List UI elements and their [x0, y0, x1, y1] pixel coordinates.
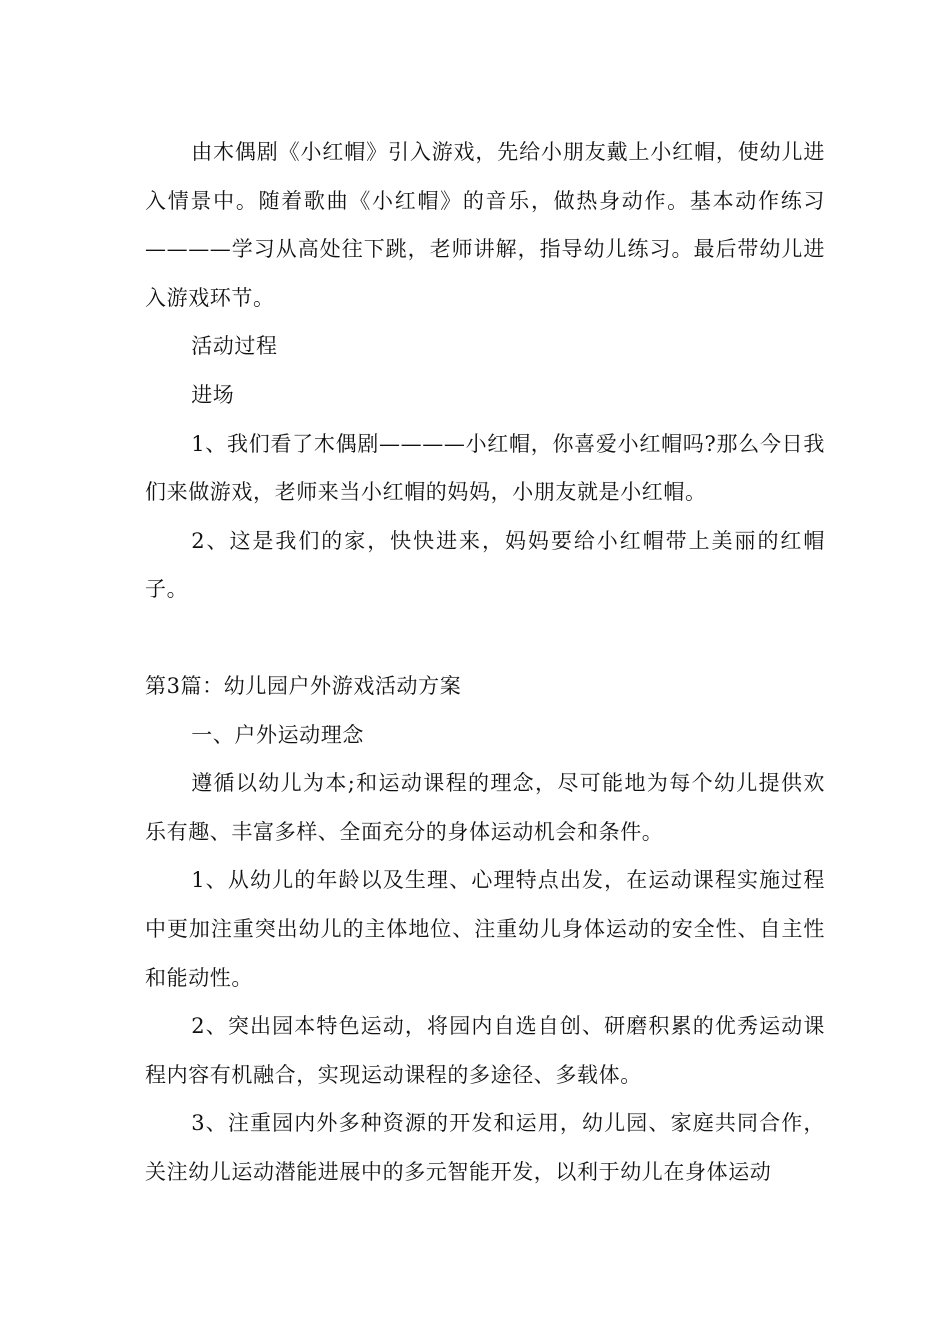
paragraph-step-2: 2、这是我们的家，快快进来，妈妈要给小红帽带上美丽的红帽子。 [145, 528, 825, 602]
document-body [145, 128, 825, 1196]
paragraph-point-1: 1、从幼儿的年龄以及生理、心理特点出发，在运动课程实施过程中更加注重突出幼儿的主体地位、注重幼儿身体运动的安全性、自主性和能动性。 [145, 868, 825, 990]
section-spacer [145, 614, 825, 662]
paragraph-entrance: 进场 [191, 382, 235, 407]
paragraph-concept-text: 遵循以幼儿为本;和运动课程的理念，尽可能地为每个幼儿提供欢乐有趣、丰富多样、全面充分的身体运动机会和条件。 [145, 771, 825, 844]
paragraph-intro: 由木偶剧《小红帽》引入游戏，先给小朋友戴上小红帽，使幼儿进入情景中。随着歌曲《小红帽》的音乐，做热身动作。基本动作练习————学习从高处往下跳，老师讲解，指导幼儿练习。最后带幼儿进入游戏环节。 [145, 140, 825, 310]
paragraph-outdoor-concept: 一、户外运动理念 [191, 722, 364, 747]
paragraph-activity-process: 活动过程 [191, 334, 278, 359]
paragraph-point-3: 3、注重园内外多种资源的开发和运用，幼儿园、家庭共同合作，关注幼儿运动潜能进展中的多元智能开发，以利于幼儿在身体运动 [145, 1111, 825, 1184]
paragraph-point-2: 2、突出园本特色运动，将园内自选自创、研磨积累的优秀运动课程内容有机融合，实现运动课程的多途径、多载体。 [145, 1014, 825, 1087]
section-heading: 第3篇：幼儿园户外游戏活动方案 [145, 673, 462, 698]
paragraph-step-1: 1、我们看了木偶剧————小红帽，你喜爱小红帽吗?那么今日我们来做游戏，老师来当小红帽的妈妈，小朋友就是小红帽。 [145, 431, 825, 505]
